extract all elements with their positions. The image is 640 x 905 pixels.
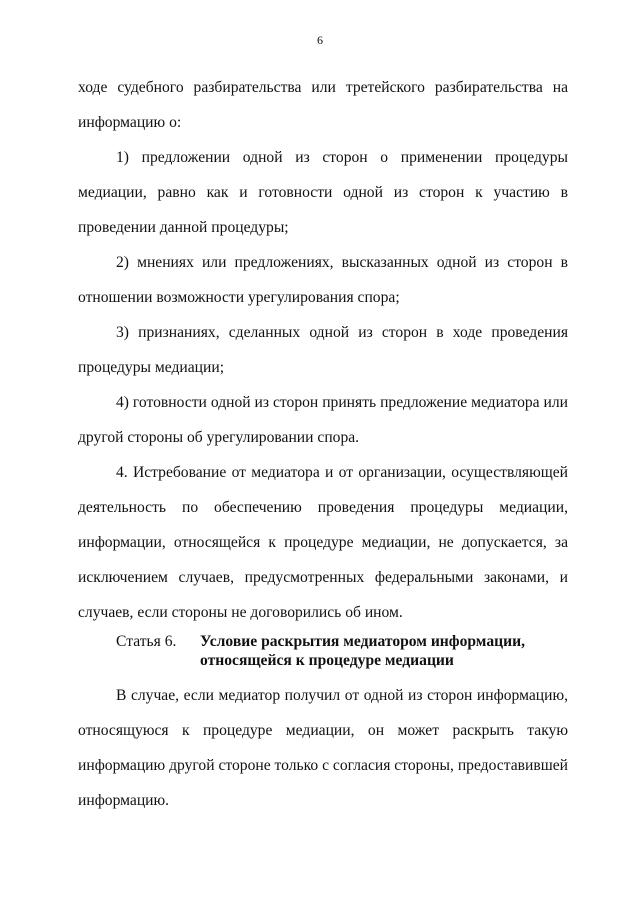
paragraph-item-2: 2) мнениях или предложениях, высказанных одной из сторон в отношении возможности урегулирования спора;	[78, 254, 568, 306]
article-title	[200, 632, 568, 670]
article-title-line-1: Условие раскрытия медиатором информации,	[200, 633, 525, 650]
paragraph-continuation: ходе судебного разбирательства или третейского разбирательства на информацию о:	[78, 79, 568, 131]
paragraph-article-6-text: В случае, если медиатор получил от одной из сторон информацию, относящуюся к процедуре медиации, он может раскрыть такую информацию другой стороне только с согласия стороны, предоставившей информацию.	[78, 687, 568, 809]
paragraph-item-1: 1) предложении одной из сторон о применении процедуры медиации, равно как и готовности одной из сторон к участию в проведении данной процедуры;	[78, 149, 568, 236]
paragraph-section-4: 4. Истребование от медиатора и от организации, осуществляющей деятельность по обеспечению проведения процедуры медиации, информации, относящейся к процедуре медиации, не допускается, за исключением случаев, предусмотренных федеральными законами, и случаев, если стороны не договорились об ином.	[78, 464, 568, 621]
document-body	[78, 70, 568, 818]
paragraph-item-3: 3) признаниях, сделанных одной из сторон в ходе проведения процедуры медиации;	[78, 324, 568, 376]
page-number: 6	[317, 33, 323, 47]
article-heading	[78, 632, 568, 670]
article-label: Статья 6.	[116, 633, 177, 650]
article-title-line-2: относящейся к процедуре медиации	[200, 652, 454, 669]
paragraph-item-4: 4) готовности одной из сторон принять предложение медиатора или другой стороны об урегулировании спора.	[78, 394, 568, 446]
